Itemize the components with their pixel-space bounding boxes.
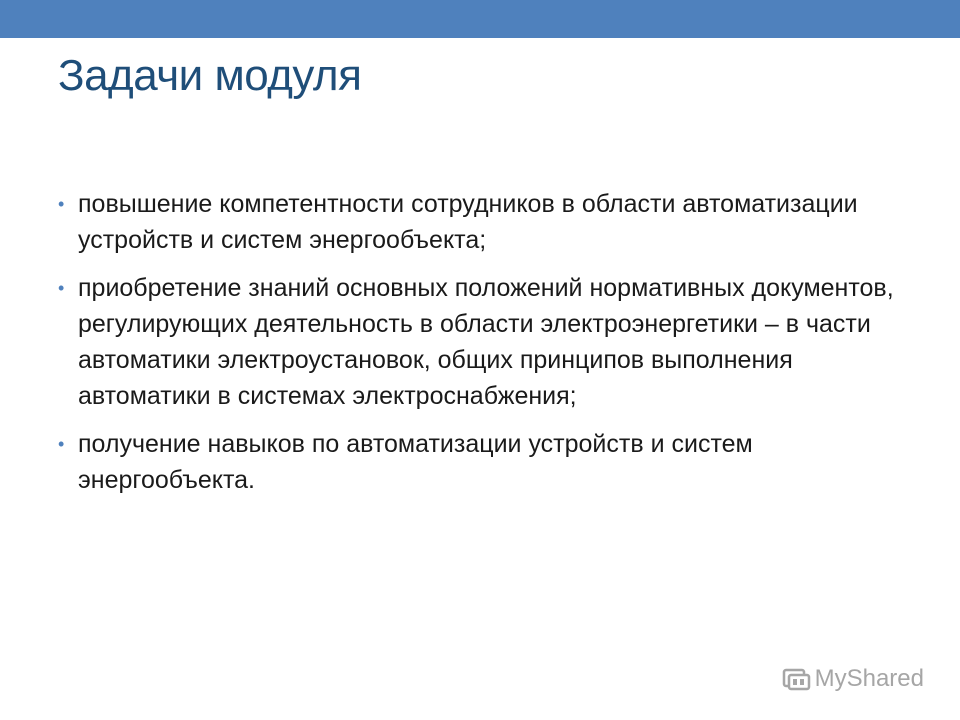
bullet-text: приобретение знаний основных положений нормативных документов, регулирующих деятельность в области электроэнергетики – в части автоматики электроустановок, общих принципов выполнения автоматики в системах электроснабжения; bbox=[78, 274, 894, 410]
myshared-watermark bbox=[781, 664, 924, 694]
slide-title: Задачи модуля bbox=[58, 51, 362, 100]
bullet-text: повышение компетентности сотрудников в области автоматизации устройств и систем энергообъекта; bbox=[78, 190, 858, 254]
bullet-item bbox=[58, 426, 908, 498]
bullet-item bbox=[58, 270, 908, 414]
myshared-logo-icon bbox=[781, 664, 811, 694]
bullet-text: получение навыков по автоматизации устройств и систем энергообъекта. bbox=[78, 430, 753, 494]
watermark-text: MyShared bbox=[814, 665, 924, 692]
bullet-item bbox=[58, 186, 908, 258]
bullet-list bbox=[58, 186, 908, 510]
bullet-marker-icon: • bbox=[58, 278, 65, 298]
bullet-marker-icon: • bbox=[58, 434, 65, 454]
bullet-marker-icon: • bbox=[58, 194, 65, 214]
top-accent-bar bbox=[0, 0, 960, 38]
